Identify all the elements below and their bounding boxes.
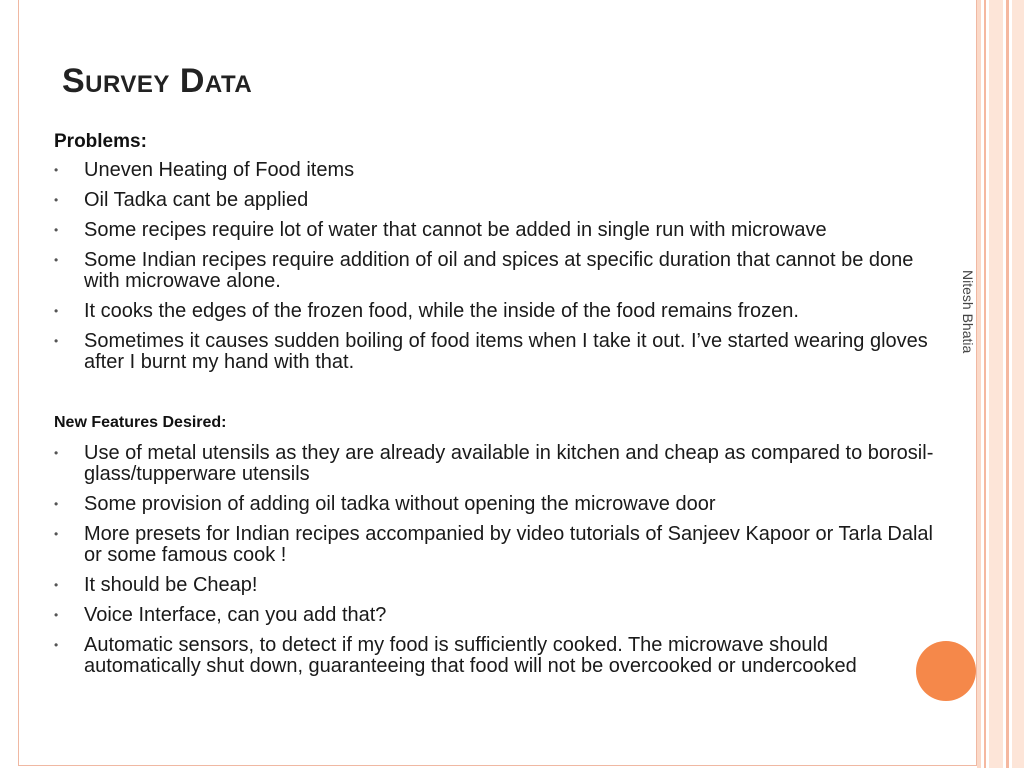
list-item xyxy=(54,575,944,596)
bullet-icon: • xyxy=(54,638,59,652)
bullet-icon: • xyxy=(54,334,59,348)
list-item xyxy=(54,301,944,322)
decorative-stripes xyxy=(977,0,1024,768)
bullet-icon: • xyxy=(54,304,59,318)
list-item xyxy=(54,635,944,677)
list-item xyxy=(54,494,944,515)
author-name: Nitesh Bhatia xyxy=(960,270,976,354)
list-item xyxy=(54,331,944,373)
bullet-icon: • xyxy=(54,163,59,177)
feature-text: More presets for Indian recipes accompanied by video tutorials of Sanjeev Kapoor or Tarla Dalal or some famous cook ! xyxy=(84,523,933,566)
bullet-icon: • xyxy=(54,223,59,237)
problem-text: Some Indian recipes require addition of oil and spices at specific duration that cannot be done with microwave alone. xyxy=(84,249,914,292)
stripe xyxy=(984,0,986,768)
slide-title: Survey Data xyxy=(62,62,253,100)
features-list xyxy=(54,443,944,686)
list-item xyxy=(54,190,944,211)
feature-text: It should be Cheap! xyxy=(84,574,258,596)
feature-text: Voice Interface, can you add that? xyxy=(84,604,387,626)
problem-text: Some recipes require lot of water that cannot be added in single run with microwave xyxy=(84,219,827,241)
stripe xyxy=(989,0,1003,768)
bullet-icon: • xyxy=(54,497,59,511)
problem-text: Oil Tadka cant be applied xyxy=(84,189,309,211)
list-item xyxy=(54,443,944,485)
bullet-icon: • xyxy=(54,193,59,207)
problem-text: Uneven Heating of Food items xyxy=(84,159,355,181)
feature-text: Some provision of adding oil tadka without opening the microwave door xyxy=(84,493,716,515)
bullet-icon: • xyxy=(54,578,59,592)
stripe xyxy=(977,0,981,768)
problems-heading: Problems: xyxy=(54,131,147,152)
stripe xyxy=(1006,0,1009,768)
list-item xyxy=(54,220,944,241)
feature-text: Automatic sensors, to detect if my food is sufficiently cooked. The microwave should automatically shut down, guaranteeing that food will not be overcooked or undercooked xyxy=(84,634,857,677)
bullet-icon: • xyxy=(54,446,59,460)
decorative-circle xyxy=(916,641,976,701)
bullet-icon: • xyxy=(54,608,59,622)
list-item xyxy=(54,250,944,292)
problems-list xyxy=(54,160,944,382)
list-item xyxy=(54,524,944,566)
bullet-icon: • xyxy=(54,253,59,267)
list-item xyxy=(54,605,944,626)
list-item xyxy=(54,160,944,181)
stripe xyxy=(1012,0,1024,768)
problem-text: Sometimes it causes sudden boiling of food items when I take it out. I’ve started wearing gloves after I burnt my hand with that. xyxy=(84,330,928,373)
features-heading: New Features Desired: xyxy=(54,414,227,431)
feature-text: Use of metal utensils as they are already available in kitchen and cheap as compared to borosil-glass/tupperware utensils xyxy=(84,442,934,485)
problem-text: It cooks the edges of the frozen food, while the inside of the food remains frozen. xyxy=(84,300,799,322)
bullet-icon: • xyxy=(54,527,59,541)
